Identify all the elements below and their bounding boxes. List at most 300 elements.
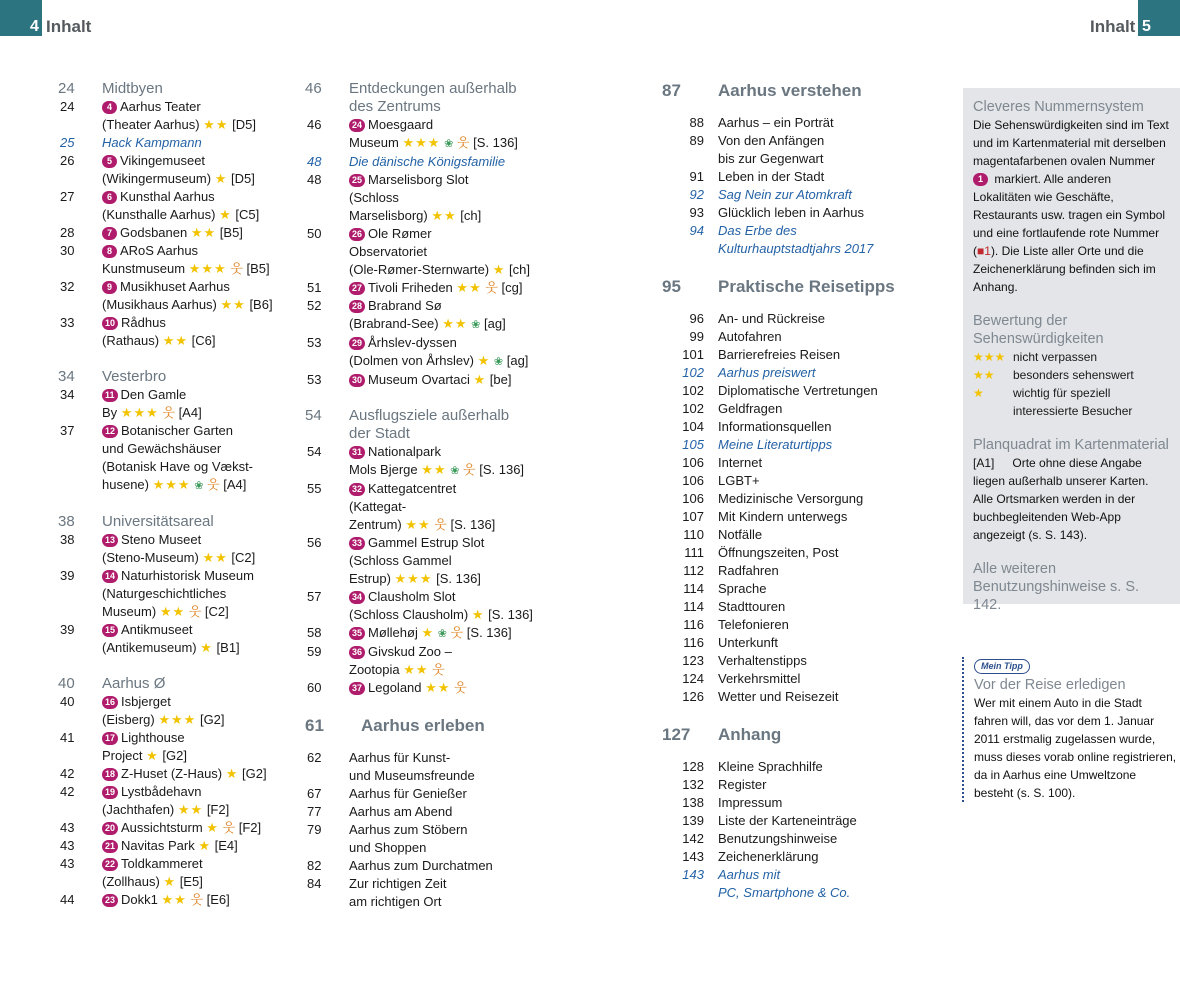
entry-title: Sprache [718, 581, 767, 596]
toc-entry[interactable] [305, 334, 535, 371]
kids-icon: 웃 [450, 625, 464, 640]
entry-page: 124 [682, 671, 704, 686]
entry-page: 111 [684, 545, 704, 560]
toc-entry[interactable] [58, 765, 298, 783]
entry-title: Aarhus zum Durchatmen [349, 858, 493, 873]
star-rating-icon: ★★ [202, 550, 228, 565]
entry-title: 5 Vikingemuseet (Wikingermuseum) ★ [D5] [102, 153, 255, 186]
entry-page: 43 [60, 820, 75, 835]
tip-box [962, 657, 1177, 802]
toc-entry[interactable] [58, 242, 298, 278]
entry-page: 84 [307, 876, 322, 891]
entry-title: 6 Kunsthal Aarhus (Kunsthalle Aarhus) ★ [C5] [102, 189, 260, 222]
toc-entry[interactable] [305, 643, 535, 679]
numbering-text-b: markiert. Alle anderen Lokalitäten wie Geschäfte, Restaurants usw. tragen ein Symbol und eine fortlaufende rote Nummer ( [973, 172, 1166, 258]
sight-number-badge: 5 [102, 155, 117, 168]
entry-page: 116 [683, 617, 704, 632]
entry-page: 39 [60, 622, 75, 637]
entry-page: 143 [682, 849, 704, 864]
toc-entry[interactable] [662, 616, 922, 634]
rating-label: nicht verpassen [1013, 350, 1098, 364]
entry-title: Aarhus für Genießer [349, 786, 467, 801]
entry-title: 32 Kattegatcentret (Kattegat- Zentrum) ★★ 웃 [S. 136] [349, 481, 496, 532]
toc-entry[interactable] [662, 526, 922, 544]
toc-entry[interactable] [58, 314, 298, 350]
sight-number-badge: 26 [349, 228, 365, 241]
star-rating-icon: ★★★ [188, 261, 227, 276]
right-page-number: 5 [1142, 18, 1151, 35]
toc-entry[interactable] [662, 776, 922, 794]
entry-page: 88 [689, 115, 704, 130]
sight-number-badge: 14 [102, 570, 118, 583]
entry-title: 16 Isbjerget (Eisberg) ★★★ [G2] [102, 694, 225, 727]
star-rating-icon: ★★ [431, 208, 457, 223]
toc-section [58, 513, 298, 657]
toc-column-2 [305, 80, 535, 929]
star-rating-icon: ★★ [203, 117, 229, 132]
toc-entry[interactable] [58, 855, 298, 891]
sight-number-badge: 20 [102, 822, 118, 835]
grid-text [973, 454, 1170, 544]
entry-title: 35 Møllehøj ★ ❀ 웃 [S. 136] [349, 624, 535, 643]
star-rating-icon: ★★ [190, 225, 217, 240]
kids-icon: 웃 [222, 820, 236, 835]
sight-number-badge: 21 [102, 840, 118, 853]
toc-entry[interactable] [305, 821, 535, 857]
entry-title: 7 Godsbanen ★★ [B5] [102, 224, 298, 242]
toc-entry[interactable] [662, 794, 922, 812]
nature-icon: ❀ [450, 465, 460, 477]
toc-entry[interactable] [305, 443, 535, 480]
entry-title: 14 Naturhistorisk Museum (Naturgeschichtliches Museum) ★★ 웃 [C2] [102, 568, 254, 619]
entry-page: 102 [682, 383, 704, 398]
entry-title: Glücklich leben in Aarhus [718, 205, 864, 220]
toc-entry[interactable] [662, 364, 922, 382]
toc-section [662, 724, 922, 902]
entry-page: 101 [682, 347, 704, 362]
star-rating-icon: ★ [473, 372, 487, 387]
entry-page: 138 [682, 795, 704, 810]
section-page: 54 [305, 407, 322, 424]
entry-title: Leben in der Stadt [718, 169, 825, 184]
entry-title: 17 Lighthouse Project ★ [G2] [102, 730, 187, 763]
entry-title: 25 Marselisborg Slot (Schloss Marselisborg) ★★ [ch] [349, 172, 482, 223]
entry-title: 29 Århslev-dyssen (Dolmen von Århslev) ★ ❀ [ag] [349, 335, 529, 368]
star-rating-icon: ★ [214, 171, 228, 186]
entry-title: 4 Aarhus Teater (Theater Aarhus) ★★ [D5] [102, 99, 256, 132]
nature-icon: ❀ [437, 628, 447, 640]
entry-title: Aarhus zum Stöbern und Shoppen [349, 822, 468, 855]
entry-title: 27 Tivoli Friheden ★★ 웃 [cg] [349, 279, 535, 297]
toc-entry[interactable] [662, 490, 922, 508]
entry-page: 51 [307, 280, 322, 295]
kids-icon: 웃 [463, 462, 476, 477]
star-rating-icon: ★ [146, 748, 159, 763]
entry-page: 24 [60, 99, 75, 114]
entry-title: Notfälle [718, 527, 763, 542]
toc-entry[interactable] [58, 621, 298, 657]
star-rating-icon: ★★ [177, 802, 204, 817]
toc-entry[interactable] [305, 803, 535, 821]
section-heading [58, 513, 298, 531]
toc-entry[interactable] [662, 688, 922, 706]
section-heading [662, 724, 922, 746]
section-title: Aarhus verstehen [718, 81, 862, 100]
toc-entry[interactable] [662, 186, 922, 204]
kids-icon: 웃 [434, 517, 447, 532]
sight-number-badge: 24 [349, 119, 365, 132]
entry-title: 10 Rådhus (Rathaus) ★★ [C6] [102, 315, 216, 348]
toc-column-1 [58, 80, 298, 927]
rating-label: wichtig für speziell interessierte Besucher [1013, 386, 1133, 418]
toc-entry[interactable] [58, 567, 298, 621]
two-stars-icon: ★★ [973, 368, 995, 382]
sight-number-badge: 25 [349, 174, 365, 187]
toc-entry[interactable] [662, 346, 922, 364]
entry-title: 8 ARoS Aarhus Kunstmuseum ★★★ 웃 [B5] [102, 243, 270, 276]
entry-title: Geldfragen [718, 401, 783, 416]
toc-section [662, 80, 922, 258]
entry-page: 41 [60, 730, 75, 745]
toc-entry[interactable] [305, 624, 535, 643]
star-rating-icon: ★★ [442, 316, 468, 331]
toc-entry[interactable] [58, 819, 298, 837]
sight-number-badge: 11 [102, 389, 118, 402]
toc-entry[interactable] [662, 436, 922, 454]
entry-page: 60 [307, 680, 322, 695]
entry-page: 92 [689, 187, 704, 202]
sight-number-badge: 32 [349, 483, 365, 496]
toc-entry[interactable] [662, 580, 922, 598]
toc-entry[interactable] [58, 422, 298, 495]
toc-entry[interactable] [58, 278, 298, 314]
entry-page: 142 [682, 831, 704, 846]
toc-entry[interactable] [58, 693, 298, 729]
kids-icon: 웃 [230, 261, 243, 276]
toc-entry[interactable] [305, 857, 535, 875]
entry-title: 20 Aussichtsturm ★ 웃 [F2] [102, 819, 298, 837]
entry-page: 48 [307, 172, 322, 187]
toc-entry[interactable] [305, 480, 535, 534]
nature-icon: ❀ [194, 480, 204, 492]
entry-page: 53 [307, 335, 322, 350]
toc-entry[interactable] [305, 297, 535, 334]
entry-page: 93 [689, 205, 704, 220]
sight-number-badge: 10 [102, 317, 118, 330]
numbering-text-c: ). Die Liste aller Orte und die Zeichenerklärung befinden sich im Anhang. [973, 244, 1156, 294]
entry-page: 25 [60, 135, 75, 150]
section-page: 61 [305, 716, 324, 735]
entry-title: 33 Gammel Estrup Slot (Schloss Gammel Estrup) ★★★ [S. 136] [349, 535, 485, 586]
entry-title: Das Erbe des Kulturhauptstadtjahrs 2017 [718, 223, 874, 256]
left-running-head: Inhalt [46, 17, 92, 36]
toc-entry[interactable] [305, 153, 535, 171]
star-rating-icon: ★★ [220, 297, 246, 312]
toc-entry[interactable] [662, 132, 922, 168]
entry-title: Sag Nein zur Atomkraft [718, 187, 852, 202]
entry-title: Liste der Karteneinträge [718, 813, 857, 828]
entry-page: 126 [682, 689, 704, 704]
rating-row [973, 366, 1170, 384]
entry-page: 55 [307, 481, 322, 496]
star-rating-icon: ★★ [159, 604, 186, 619]
three-stars-icon: ★★★ [973, 350, 1006, 364]
toc-entry[interactable] [58, 188, 298, 224]
entry-page: 54 [307, 444, 322, 459]
toc-entry[interactable] [662, 400, 922, 418]
entry-page: 40 [60, 694, 75, 709]
toc-entry[interactable] [662, 866, 922, 902]
toc-entry[interactable] [58, 134, 298, 152]
entry-title: Meine Literaturtipps [718, 437, 833, 452]
entry-title: 13 Steno Museet (Steno-Museum) ★★ [C2] [102, 532, 256, 565]
toc-entry[interactable] [662, 168, 922, 186]
toc-entry[interactable] [662, 652, 922, 670]
toc-entry[interactable] [662, 328, 922, 346]
entry-page: 53 [307, 372, 322, 387]
section-title: Anhang [718, 725, 782, 744]
section-heading [58, 368, 298, 386]
right-running-head: Inhalt [1090, 17, 1136, 36]
entry-page: 102 [682, 365, 704, 380]
entry-title: Stadttouren [718, 599, 786, 614]
toc-entry[interactable] [305, 116, 535, 153]
section-title: Praktische Reisetipps [718, 277, 895, 296]
entry-title: 23 Dokk1 ★★ 웃 [E6] [102, 891, 298, 909]
sight-number-badge: 8 [102, 245, 117, 258]
section-page: 24 [58, 80, 75, 97]
grid-ref: [A1] [973, 456, 995, 470]
magenta-number-badge: 1 [973, 173, 988, 186]
toc-entry[interactable] [662, 454, 922, 472]
toc-entry[interactable] [305, 279, 535, 297]
entry-page: 114 [683, 581, 704, 596]
toc-entry[interactable] [58, 837, 298, 855]
entry-title: 30 Museum Ovartaci ★ [be] [349, 371, 535, 389]
section-title: Entdeckungen außerhalb des Zentrums [349, 80, 517, 115]
toc-entry[interactable] [305, 679, 535, 697]
entry-title: Aarhus am Abend [349, 804, 453, 819]
star-rating-icon: ★★★ [120, 405, 159, 420]
toc-entry[interactable] [662, 382, 922, 400]
entry-page: 43 [60, 856, 75, 871]
entry-page: 79 [307, 822, 322, 837]
entry-title: Impressum [718, 795, 783, 810]
kids-icon: 웃 [432, 662, 445, 677]
toc-entry[interactable] [58, 386, 298, 422]
entry-page: 30 [60, 243, 75, 258]
toc-section [662, 276, 922, 706]
entry-page: 42 [60, 784, 75, 799]
sight-number-badge: 31 [349, 446, 365, 459]
toc-entry[interactable] [305, 225, 535, 279]
entry-title: 15 Antikmuseet (Antikemuseum) ★ [B1] [102, 622, 240, 655]
entry-page: 102 [682, 401, 704, 416]
toc-entry[interactable] [305, 371, 535, 389]
entry-title: 26 Ole Rømer Observatoriet (Ole-Rømer-Sternwarte) ★ [ch] [349, 226, 530, 277]
entry-title: Medizinische Versorgung [718, 491, 864, 506]
entry-title: 28 Brabrand Sø (Brabrand-See) ★★ ❀ [ag] [349, 298, 506, 331]
toc-entry[interactable] [662, 472, 922, 490]
entry-title: 11 Den Gamle By ★★★ 웃 [A4] [102, 387, 202, 420]
grid-desc: Orte ohne diese Angabe liegen außerhalb unserer Karten. Alle Ortsmarken werden in der buchbegleitenden Web-App angezeigt (s. S. 143). [973, 456, 1149, 542]
entry-page: 62 [307, 750, 322, 765]
toc-entry[interactable] [305, 785, 535, 803]
entry-page: 106 [682, 491, 704, 506]
entry-title: Öffnungszeiten, Post [718, 545, 839, 560]
entry-page: 26 [60, 153, 75, 168]
entry-title: Register [718, 777, 767, 792]
star-rating-icon: ★★ [162, 333, 189, 348]
entry-page: 56 [307, 535, 322, 550]
sight-number-badge: 37 [349, 682, 365, 695]
toc-entry[interactable] [662, 508, 922, 526]
entry-page: 116 [683, 635, 704, 650]
toc-column-3 [662, 80, 922, 920]
section-title: Aarhus Ø [102, 675, 166, 692]
entry-title: An- und Rückreise [718, 311, 825, 326]
toc-entry[interactable] [58, 98, 298, 134]
entry-page: 139 [682, 813, 704, 828]
toc-entry[interactable] [662, 598, 922, 616]
toc-entry[interactable] [58, 224, 298, 242]
toc-entry[interactable] [662, 418, 922, 436]
star-rating-icon: ★ [200, 640, 213, 655]
rating-row [973, 348, 1170, 366]
entry-page: 46 [307, 117, 322, 132]
toc-entry[interactable] [662, 114, 922, 132]
entry-page: 39 [60, 568, 75, 583]
star-rating-icon: ★ [225, 766, 239, 781]
toc-entry[interactable] [662, 222, 922, 258]
more-hint: Alle weiteren Benutzungshinweise s. S. 142. [973, 561, 1140, 613]
tip-title: Vor der Reise erledigen [974, 677, 1126, 693]
entry-title: Radfahren [718, 563, 779, 578]
sight-number-badge: 33 [349, 537, 365, 550]
entry-page: 91 [689, 169, 704, 184]
kids-icon: 웃 [162, 405, 175, 420]
toc-entry[interactable] [662, 310, 922, 328]
entry-page: 114 [683, 599, 704, 614]
toc-entry[interactable] [58, 729, 298, 765]
entry-page: 105 [682, 437, 704, 452]
toc-entry[interactable] [662, 204, 922, 222]
sight-number-badge: 22 [102, 858, 118, 871]
left-page-number: 4 [30, 18, 39, 35]
toc-entry[interactable] [305, 534, 535, 588]
star-rating-icon: ★ [471, 607, 485, 622]
entry-page: 112 [683, 563, 704, 578]
entry-page: 128 [682, 759, 704, 774]
entry-page: 50 [307, 226, 322, 241]
entry-page: 123 [682, 653, 704, 668]
toc-entry[interactable] [58, 152, 298, 188]
sight-number-badge: 9 [102, 281, 117, 294]
entry-title: Informationsquellen [718, 419, 832, 434]
sight-number-badge: 6 [102, 191, 117, 204]
toc-entry[interactable] [305, 749, 535, 785]
star-rating-icon: ★★ [456, 280, 482, 295]
toc-section [58, 368, 298, 495]
toc-entry[interactable] [662, 670, 922, 688]
section-title: Vesterbro [102, 368, 167, 385]
tip-text: Wer mit einem Auto in die Stadt fahren will, das vor dem 1. Januar 2011 erstmalig zugelassen wurde, muss dieses vorab online registrieren, da in Aarhus eine Umweltzone besteht (s. S. 100). [974, 696, 1177, 800]
section-heading [305, 715, 535, 737]
section-title: Universitätsareal [102, 513, 214, 530]
star-rating-icon: ★ [492, 262, 506, 277]
toc-entry[interactable] [662, 544, 922, 562]
entry-title: Aarhus preiswert [718, 365, 816, 380]
entry-page: 43 [60, 838, 75, 853]
entry-title: Kleine Sprachhilfe [718, 759, 823, 774]
numbering-title: Cleveres Nummernsystem [973, 99, 1144, 115]
toc-entry[interactable] [662, 830, 922, 848]
toc-entry[interactable] [662, 634, 922, 652]
entry-title: 31 Nationalpark Mols Bjerge ★★ ❀ 웃 [S. 136] [349, 444, 525, 477]
entry-page: 89 [689, 133, 704, 148]
toc-entry[interactable] [662, 562, 922, 580]
toc-entry[interactable] [662, 848, 922, 866]
entry-page: 37 [60, 423, 75, 438]
entry-page: 42 [60, 766, 75, 781]
entry-page: 58 [307, 625, 322, 640]
toc-entry[interactable] [305, 588, 535, 624]
toc-section [58, 675, 298, 909]
toc-section [305, 80, 535, 389]
rating-title: Bewertung der Sehenswürdigkeiten [973, 313, 1104, 347]
entry-page: 77 [307, 804, 322, 819]
entry-title: Autofahren [718, 329, 782, 344]
star-rating-icon: ★★★ [152, 477, 191, 492]
sight-number-badge: 12 [102, 425, 118, 438]
entry-page: 48 [307, 154, 322, 169]
sight-number-badge: 13 [102, 534, 118, 547]
entry-title: 18 Z-Huset (Z-Haus) ★ [G2] [102, 765, 298, 783]
sight-number-badge: 4 [102, 101, 117, 114]
toc-entry[interactable] [305, 875, 535, 911]
sight-number-badge: 23 [102, 894, 118, 907]
toc-section [305, 715, 535, 911]
section-heading [662, 276, 922, 298]
entry-page: 32 [60, 279, 75, 294]
section-heading [305, 407, 535, 443]
entry-title: Zeichenerklärung [718, 849, 819, 864]
section-title: Aarhus erleben [361, 716, 485, 735]
entry-page: 99 [689, 329, 704, 344]
mein-tipp-badge: Mein Tipp [974, 659, 1030, 674]
entry-page: 38 [60, 532, 75, 547]
star-rating-icon: ★★ [403, 662, 429, 677]
toc-entry[interactable] [662, 758, 922, 776]
nature-icon: ❀ [444, 138, 454, 150]
sight-number-badge: 15 [102, 624, 118, 637]
toc-entry[interactable] [58, 891, 298, 909]
numbering-text-a: Die Sehenswürdigkeiten sind im Text und im Kartenmaterial mit derselben magentafarbenen ovalen Nummer [973, 118, 1169, 168]
toc-entry[interactable] [305, 171, 535, 225]
section-page: 127 [662, 725, 691, 744]
star-rating-icon: ★ [206, 820, 219, 835]
entry-page: 106 [682, 473, 704, 488]
entry-title: 21 Navitas Park ★ [E4] [102, 837, 298, 855]
toc-entry[interactable] [58, 531, 298, 567]
entry-title: Zur richtigen Zeit am richtigen Ort [349, 876, 447, 909]
star-rating-icon: ★ [163, 874, 177, 889]
toc-entry[interactable] [662, 812, 922, 830]
star-rating-icon: ★ [219, 207, 232, 222]
entry-title: Internet [718, 455, 763, 470]
entry-title: Diplomatische Vertretungen [718, 383, 878, 398]
toc-entry[interactable] [58, 783, 298, 819]
